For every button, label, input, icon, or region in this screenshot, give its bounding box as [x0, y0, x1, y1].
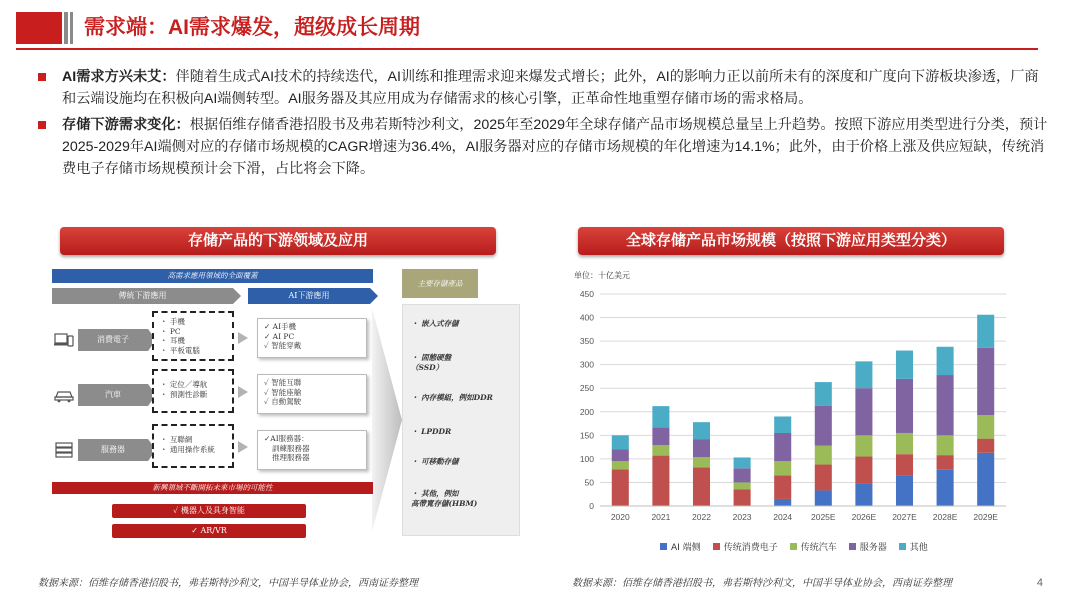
bar-segment — [937, 435, 954, 455]
bar-segment — [815, 465, 832, 491]
bar-segment — [937, 469, 954, 506]
bullet-list — [38, 66, 1048, 184]
bullet-lead: 存储下游需求变化： — [62, 117, 190, 133]
bar-segment — [855, 435, 872, 456]
list-item: ✓ 自動駕駛 — [264, 397, 302, 406]
x-tick-label: 2024 — [773, 512, 793, 522]
bullet-text: 伴随着生成式AI技术的持续迭代，AI训练和推理需求迎来爆发式增长；此外，AI的影响力正以前所未有的深度和广度向下游板块渗透，厂商和云端设施均在积极向AI端侧转型。AI服务器及其应用成为存储需求的核心引擎，正革命性地重塑存储市场的需求格局。 — [62, 69, 1039, 107]
list-item: ・ 預測性診斷 — [160, 389, 208, 399]
list-item: ・ 定位／導航 — [160, 380, 208, 389]
list-item: 推理服務器 — [272, 453, 310, 462]
flow-arrow-icon — [238, 386, 248, 398]
list-item: ✓ 智能互聯 — [264, 378, 302, 387]
source-note: 数据来源：佰维存储香港招股书，弗若斯特沙利文，中国半导体业协会，西南证券整理 — [38, 578, 418, 589]
bar-segment — [612, 469, 629, 506]
bar-segment — [977, 415, 994, 439]
x-tick-label: 2027E — [892, 512, 917, 522]
bar-segment — [815, 382, 832, 406]
bar-segment — [734, 490, 751, 506]
x-tick-label: 2020 — [610, 512, 630, 522]
legend-label: 传统汽车 — [800, 543, 837, 553]
legend-label: 服务器 — [859, 543, 887, 553]
list-item: 訓練服務器 — [272, 443, 310, 453]
legend-item — [849, 540, 887, 553]
category-label: 消費電子 — [78, 329, 148, 351]
coverage-bar: 高需求應用領域的全面覆蓋 — [52, 269, 373, 283]
server-icon — [54, 442, 74, 458]
bar-segment — [896, 379, 913, 433]
legend-item — [713, 540, 778, 553]
emerging-item: ✓ AR/VR — [112, 524, 306, 538]
laptop-phone-icon — [54, 332, 74, 348]
legend-label: AI 端侧 — [671, 543, 701, 553]
product-item: ・ LPDDR — [411, 427, 452, 436]
y-tick-label: 250 — [579, 383, 594, 394]
ai-list — [257, 318, 367, 358]
header-accent-block — [16, 12, 62, 44]
page-title: 需求端：AI需求爆发，超级成长周期 — [84, 16, 420, 39]
x-tick-label: 2028E — [932, 512, 958, 522]
x-tick-label: 2026E — [851, 512, 877, 522]
legend-item — [899, 540, 928, 553]
bar-segment — [815, 406, 832, 446]
bar-segment — [937, 375, 954, 435]
products-column — [402, 304, 520, 536]
legend-swatch — [660, 543, 667, 550]
list-item: ・ 手機 — [160, 317, 185, 326]
y-tick-label: 300 — [579, 359, 594, 370]
category-label: 服務器 — [78, 439, 148, 461]
list-item: ・ 通用操作系統 — [160, 444, 215, 454]
y-tick-label: 50 — [584, 477, 594, 488]
x-tick-label: 2022 — [692, 512, 711, 522]
products-header: 主要存儲產品 — [402, 269, 478, 298]
bar-segment — [693, 439, 710, 457]
header-divider — [16, 48, 1038, 50]
bar-segment — [774, 499, 791, 506]
ai-list — [257, 374, 367, 414]
x-tick-label: 2025E — [811, 512, 836, 522]
bar-segment — [855, 361, 872, 388]
list-item: ✓AI服務器： — [264, 434, 309, 443]
right-panel-title: 全球存储产品市场规模（按照下游应用类型分类） — [578, 227, 1004, 255]
downstream-diagram — [52, 266, 522, 550]
list-item: ✓ AI手機 — [264, 322, 297, 331]
bar-segment — [693, 467, 710, 506]
left-panel-title: 存储产品的下游领域及应用 — [60, 227, 496, 255]
bar-segment — [896, 433, 913, 454]
emerging-item: ✓ 機器人及具身智能 — [112, 504, 306, 518]
flow-arrow-icon — [238, 441, 248, 453]
bar-segment — [652, 456, 669, 506]
bar-segment — [896, 475, 913, 506]
list-item: ・ PC — [160, 326, 181, 336]
header-arrow — [370, 288, 378, 304]
chart-unit-label: 单位：十亿美元 — [574, 271, 630, 280]
bar-segment — [977, 315, 994, 348]
x-tick-label: 2023 — [732, 512, 752, 522]
bar-segment — [693, 422, 710, 439]
bar-segment — [612, 461, 629, 469]
bar-segment — [815, 446, 832, 465]
bar-segment — [612, 449, 629, 461]
bar-segment — [815, 490, 832, 506]
y-tick-label: 350 — [579, 336, 594, 347]
list-item: ・ 互聯網 — [160, 435, 193, 444]
bar-segment — [774, 475, 791, 499]
category-label: 汽車 — [78, 384, 148, 406]
product-item: ・ 內存模組，例如DDR — [411, 393, 493, 402]
bar-segment — [612, 435, 629, 449]
bar-segment — [774, 461, 791, 475]
product-item: ・ 其他，例如 高帶寬存儲(HBM) — [411, 489, 478, 508]
bar-segment — [652, 445, 669, 455]
traditional-header: 傳統下游應用 — [52, 288, 233, 304]
list-item: ✓ 智能穿戴 — [264, 341, 302, 350]
legend-swatch — [790, 543, 797, 550]
legend-item — [660, 540, 701, 553]
y-tick-label: 150 — [579, 430, 594, 441]
bar-segment — [774, 416, 791, 432]
bar-segment — [896, 351, 913, 379]
bar-segment — [937, 347, 954, 375]
header-accent-bar — [70, 12, 73, 44]
legend-swatch — [899, 543, 906, 550]
bar-segment — [693, 457, 710, 467]
product-item: ・ 可移動存儲 — [411, 457, 459, 466]
legend-item — [790, 540, 837, 553]
bullet-item — [38, 114, 1048, 180]
bar-segment — [977, 453, 994, 506]
bar-segment — [734, 482, 751, 489]
stacked-bar-chart — [560, 282, 1020, 532]
bar-segment — [855, 388, 872, 435]
chart-legend — [660, 540, 928, 553]
legend-swatch — [849, 543, 856, 550]
product-item: ・ 固態硬盤 （SSD） — [411, 353, 452, 372]
car-icon — [54, 387, 74, 403]
y-tick-label: 400 — [579, 312, 594, 323]
ai-list — [257, 430, 367, 470]
bar-segment — [937, 455, 954, 469]
x-tick-label: 2021 — [651, 512, 671, 522]
y-tick-label: 0 — [589, 501, 594, 511]
header-arrow — [233, 288, 241, 304]
traditional-list — [152, 369, 234, 413]
bullet-square-icon — [38, 73, 46, 81]
bar-segment — [652, 406, 669, 427]
bar-segment — [774, 433, 791, 461]
list-item: ・ 平板電腦 — [160, 345, 200, 355]
traditional-list — [152, 311, 234, 361]
y-tick-label: 100 — [579, 453, 594, 464]
bullet-lead: AI需求方兴未艾： — [62, 69, 176, 85]
list-item: ✓ AI PC — [264, 331, 295, 341]
bar-segment — [734, 468, 751, 482]
list-item: ・ 耳機 — [160, 336, 185, 345]
x-tick-label: 2029E — [973, 512, 998, 522]
source-note: 数据来源：佰维存储香港招股书，弗若斯特沙利文，中国半导体业协会，西南证券整理 — [572, 578, 952, 589]
ai-header: AI下游應用 — [248, 288, 370, 304]
y-tick-label: 450 — [579, 289, 594, 299]
bar-segment — [896, 454, 913, 475]
traditional-list — [152, 424, 234, 468]
legend-label: 传统消费电子 — [723, 543, 778, 553]
bullet-text: 根据佰维存储香港招股书及弗若斯特沙利文，2025年至2029年全球存储产品市场规模总量呈上升趋势。按照下游应用类型进行分类，预计2025-2029年AI端侧对应的存储市场规模的CAGR增速为36.4%，AI服务器对应的存储市场规模的年化增速为14.1%；此外，由于价格上涨及供应短缺，传统消费电子存储市场规模预计会下滑，占比将会下降。 — [62, 117, 1048, 177]
bar-segment — [977, 348, 994, 415]
page-number: 4 — [1036, 577, 1043, 589]
bar-segment — [977, 439, 994, 453]
bar-segment — [855, 483, 872, 506]
legend-label: 其他 — [909, 543, 928, 553]
list-item: ✓ 智能座艙 — [264, 387, 302, 397]
bullet-item — [38, 66, 1048, 110]
emerging-bar: 新興領域不斷開拓未來市場的可能性 — [52, 482, 373, 494]
bar-segment — [855, 457, 872, 484]
bullet-square-icon — [38, 121, 46, 129]
bar-segment — [652, 427, 669, 445]
header-accent-bar — [64, 12, 68, 44]
big-right-arrow-icon — [372, 308, 402, 532]
legend-swatch — [713, 543, 720, 550]
product-item: ・ 嵌入式存儲 — [411, 319, 459, 328]
bar-segment — [734, 457, 751, 468]
flow-arrow-icon — [238, 332, 248, 344]
y-tick-label: 200 — [579, 406, 594, 417]
